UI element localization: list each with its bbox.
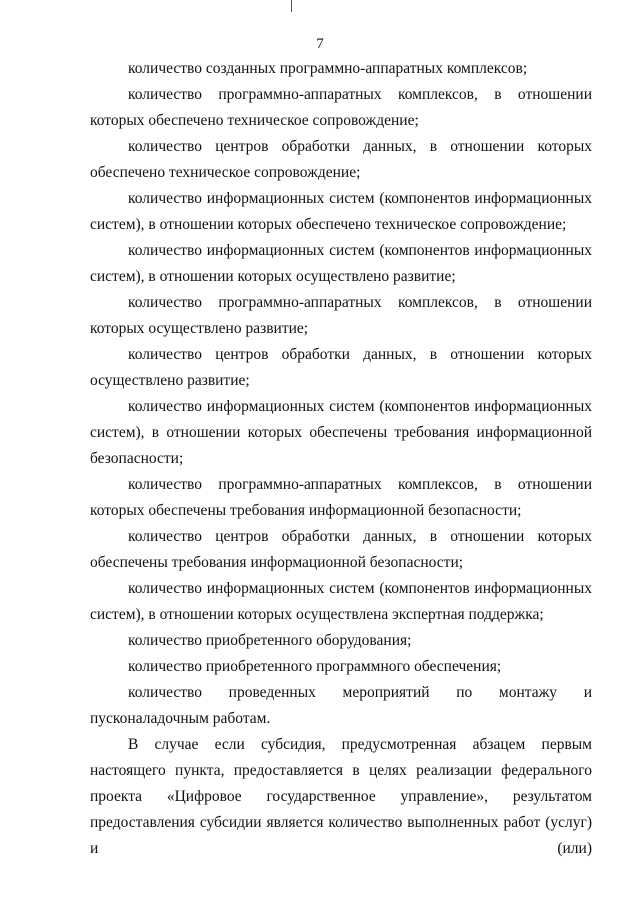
paragraph: количество программно-аппаратных комплексов, в отношении которых обеспечены требования информационной безопасности; [90,476,592,519]
paragraph: количество информационных систем (компонентов информационных систем), в отношении которых обеспечено техническое сопровождение; [90,190,592,233]
document-body [90,56,592,862]
paragraph: количество центров обработки данных, в отношении которых осуществлено развитие; [90,346,592,389]
paragraph: количество программно-аппаратных комплексов, в отношении которых обеспечено техническое сопровождение; [90,86,592,129]
paragraph: количество проведенных мероприятий по монтажу и пусконаладочным работам. [90,684,592,727]
paragraph: количество приобретенного оборудования; [128,632,412,649]
top-crop-mark [291,0,292,12]
paragraph: количество информационных систем (компонентов информационных систем), в отношении которых осуществлена экспертная поддержка; [90,580,592,623]
paragraph-continued: В случае если субсидия, предусмотренная абзацем первым настоящего пункта, предоставляется в целях реализации федерального проекта «Цифровое государственное управление», результатом предоставления субсидии является количество выполненных работ (услуг) и (или) [90,736,592,857]
paragraph: количество программно-аппаратных комплексов, в отношении которых осуществлено развитие; [90,294,592,337]
paragraph: количество приобретенного программного обеспечения; [128,658,502,675]
paragraph: количество информационных систем (компонентов информационных систем), в отношении которых обеспечены требования информационной безопасности; [90,398,592,467]
page-number: 7 [316,36,324,52]
paragraph: количество созданных программно-аппаратных комплексов; [128,60,528,77]
paragraph: количество информационных систем (компонентов информационных систем), в отношении которых осуществлено развитие; [90,242,592,285]
paragraph: количество центров обработки данных, в отношении которых обеспечено техническое сопровождение; [90,138,592,181]
paragraph: количество центров обработки данных, в отношении которых обеспечены требования информационной безопасности; [90,528,592,571]
